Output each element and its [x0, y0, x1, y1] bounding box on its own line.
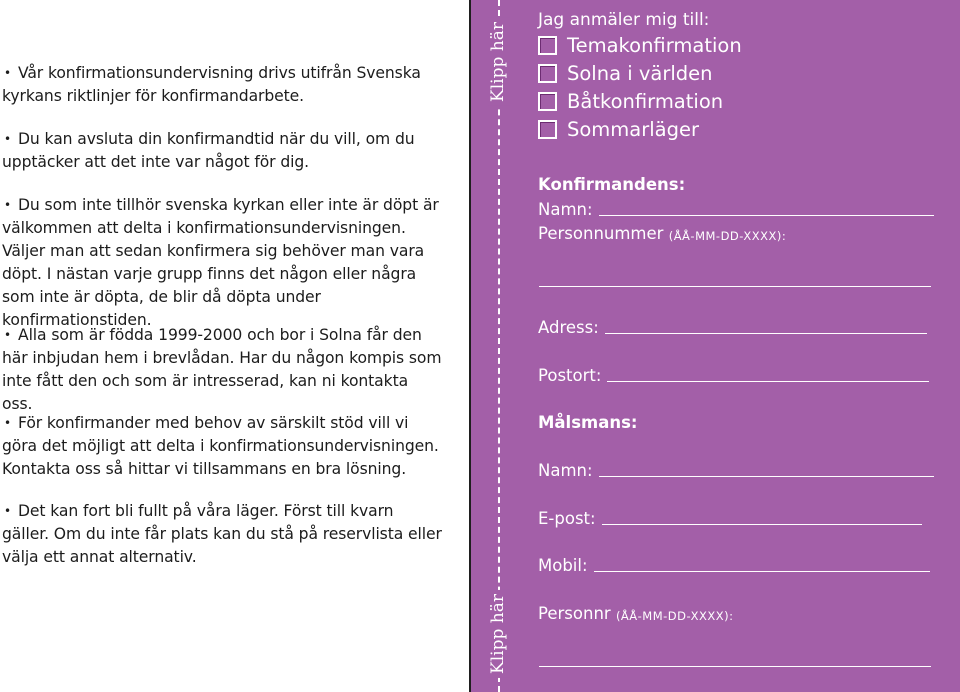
confirmand-address-line[interactable]	[605, 332, 927, 334]
guardian-mobile-line[interactable]	[594, 570, 930, 572]
checkbox-icon[interactable]	[538, 92, 557, 111]
guardian-mobile-field[interactable]: Mobil:	[538, 556, 930, 575]
checkbox-icon[interactable]	[538, 120, 557, 139]
option-temakonfirmation[interactable]: Temakonfirmation	[538, 34, 742, 57]
form-heading: Jag anmäler mig till:	[538, 10, 710, 30]
guardian-name-line[interactable]	[599, 475, 934, 477]
guardian-email-line[interactable]	[602, 523, 922, 525]
guardian-title: Målsmans:	[538, 413, 638, 432]
confirmand-personnummer-line[interactable]	[539, 286, 931, 287]
info-bullet-3: • Du som inte tillhör svenska kyrkan eller inte är döpt är välkommen att delta i konfirmationsundervisningen. Väljer man att sedan konfirmera sig behöver man vara döpt. I nästan varje grupp finns det någon eller några som inte är döpta, de blir då döpta under konfirmationstiden.	[2, 196, 439, 329]
info-bullet-6: • Det kan fort bli fullt på våra läger. Först till kvarn gäller. Om du inte får plats kan du stå på reservlista eller välja ett annat alternativ.	[2, 502, 442, 566]
info-bullet-2: • Du kan avsluta din konfirmandtid när du vill, om du upptäcker att det inte var något för dig.	[2, 130, 415, 171]
checkbox-icon[interactable]	[538, 36, 557, 55]
confirmand-postort-line[interactable]	[607, 380, 929, 382]
confirmand-address-field[interactable]: Adress:	[538, 318, 927, 337]
checkbox-icon[interactable]	[538, 64, 557, 83]
info-bullet-5: • För konfirmander med behov av särskilt stöd vill vi göra det möjligt att delta i konfirmationsundervisningen. Kontakta oss så hittar vi tillsammans en bra lösning.	[2, 414, 439, 478]
cut-label-bottom: Klipp här	[488, 590, 510, 678]
guardian-email-field[interactable]: E-post:	[538, 509, 922, 528]
option-batkonfirmation[interactable]: Båtkonfirmation	[538, 90, 723, 113]
confirmand-personnummer-field[interactable]: Personnummer (ÅÅ-MM-DD-XXXX):	[538, 224, 787, 243]
info-bullet-1: • Vår konfirmationsundervisning drivs utifrån Svenska kyrkans riktlinjer för konfirmandarbete.	[2, 64, 421, 105]
cut-label-top: Klipp här	[488, 18, 510, 106]
guardian-name-field[interactable]: Namn:	[538, 461, 934, 480]
info-column	[0, 0, 470, 692]
confirmand-name-line[interactable]	[599, 214, 934, 216]
registration-form	[471, 0, 960, 692]
cut-line[interactable]	[485, 0, 515, 692]
option-sommarlager[interactable]: Sommarläger	[538, 118, 699, 141]
confirmand-postort-field[interactable]: Postort:	[538, 366, 929, 385]
info-bullet-4: • Alla som är födda 1999-2000 och bor i Solna får den här inbjudan hem i brevlådan. Har du någon kompis som inte fått den och som är intresserad, kan ni kontakta oss.	[2, 326, 442, 413]
guardian-personnr-line[interactable]	[539, 666, 931, 667]
option-solna-i-varlden[interactable]: Solna i världen	[538, 62, 713, 85]
confirmand-title: Konfirmandens:	[538, 175, 686, 194]
confirmand-name-field[interactable]: Namn:	[538, 200, 934, 219]
guardian-personnr-field[interactable]: Personnr (ÅÅ-MM-DD-XXXX):	[538, 604, 734, 623]
